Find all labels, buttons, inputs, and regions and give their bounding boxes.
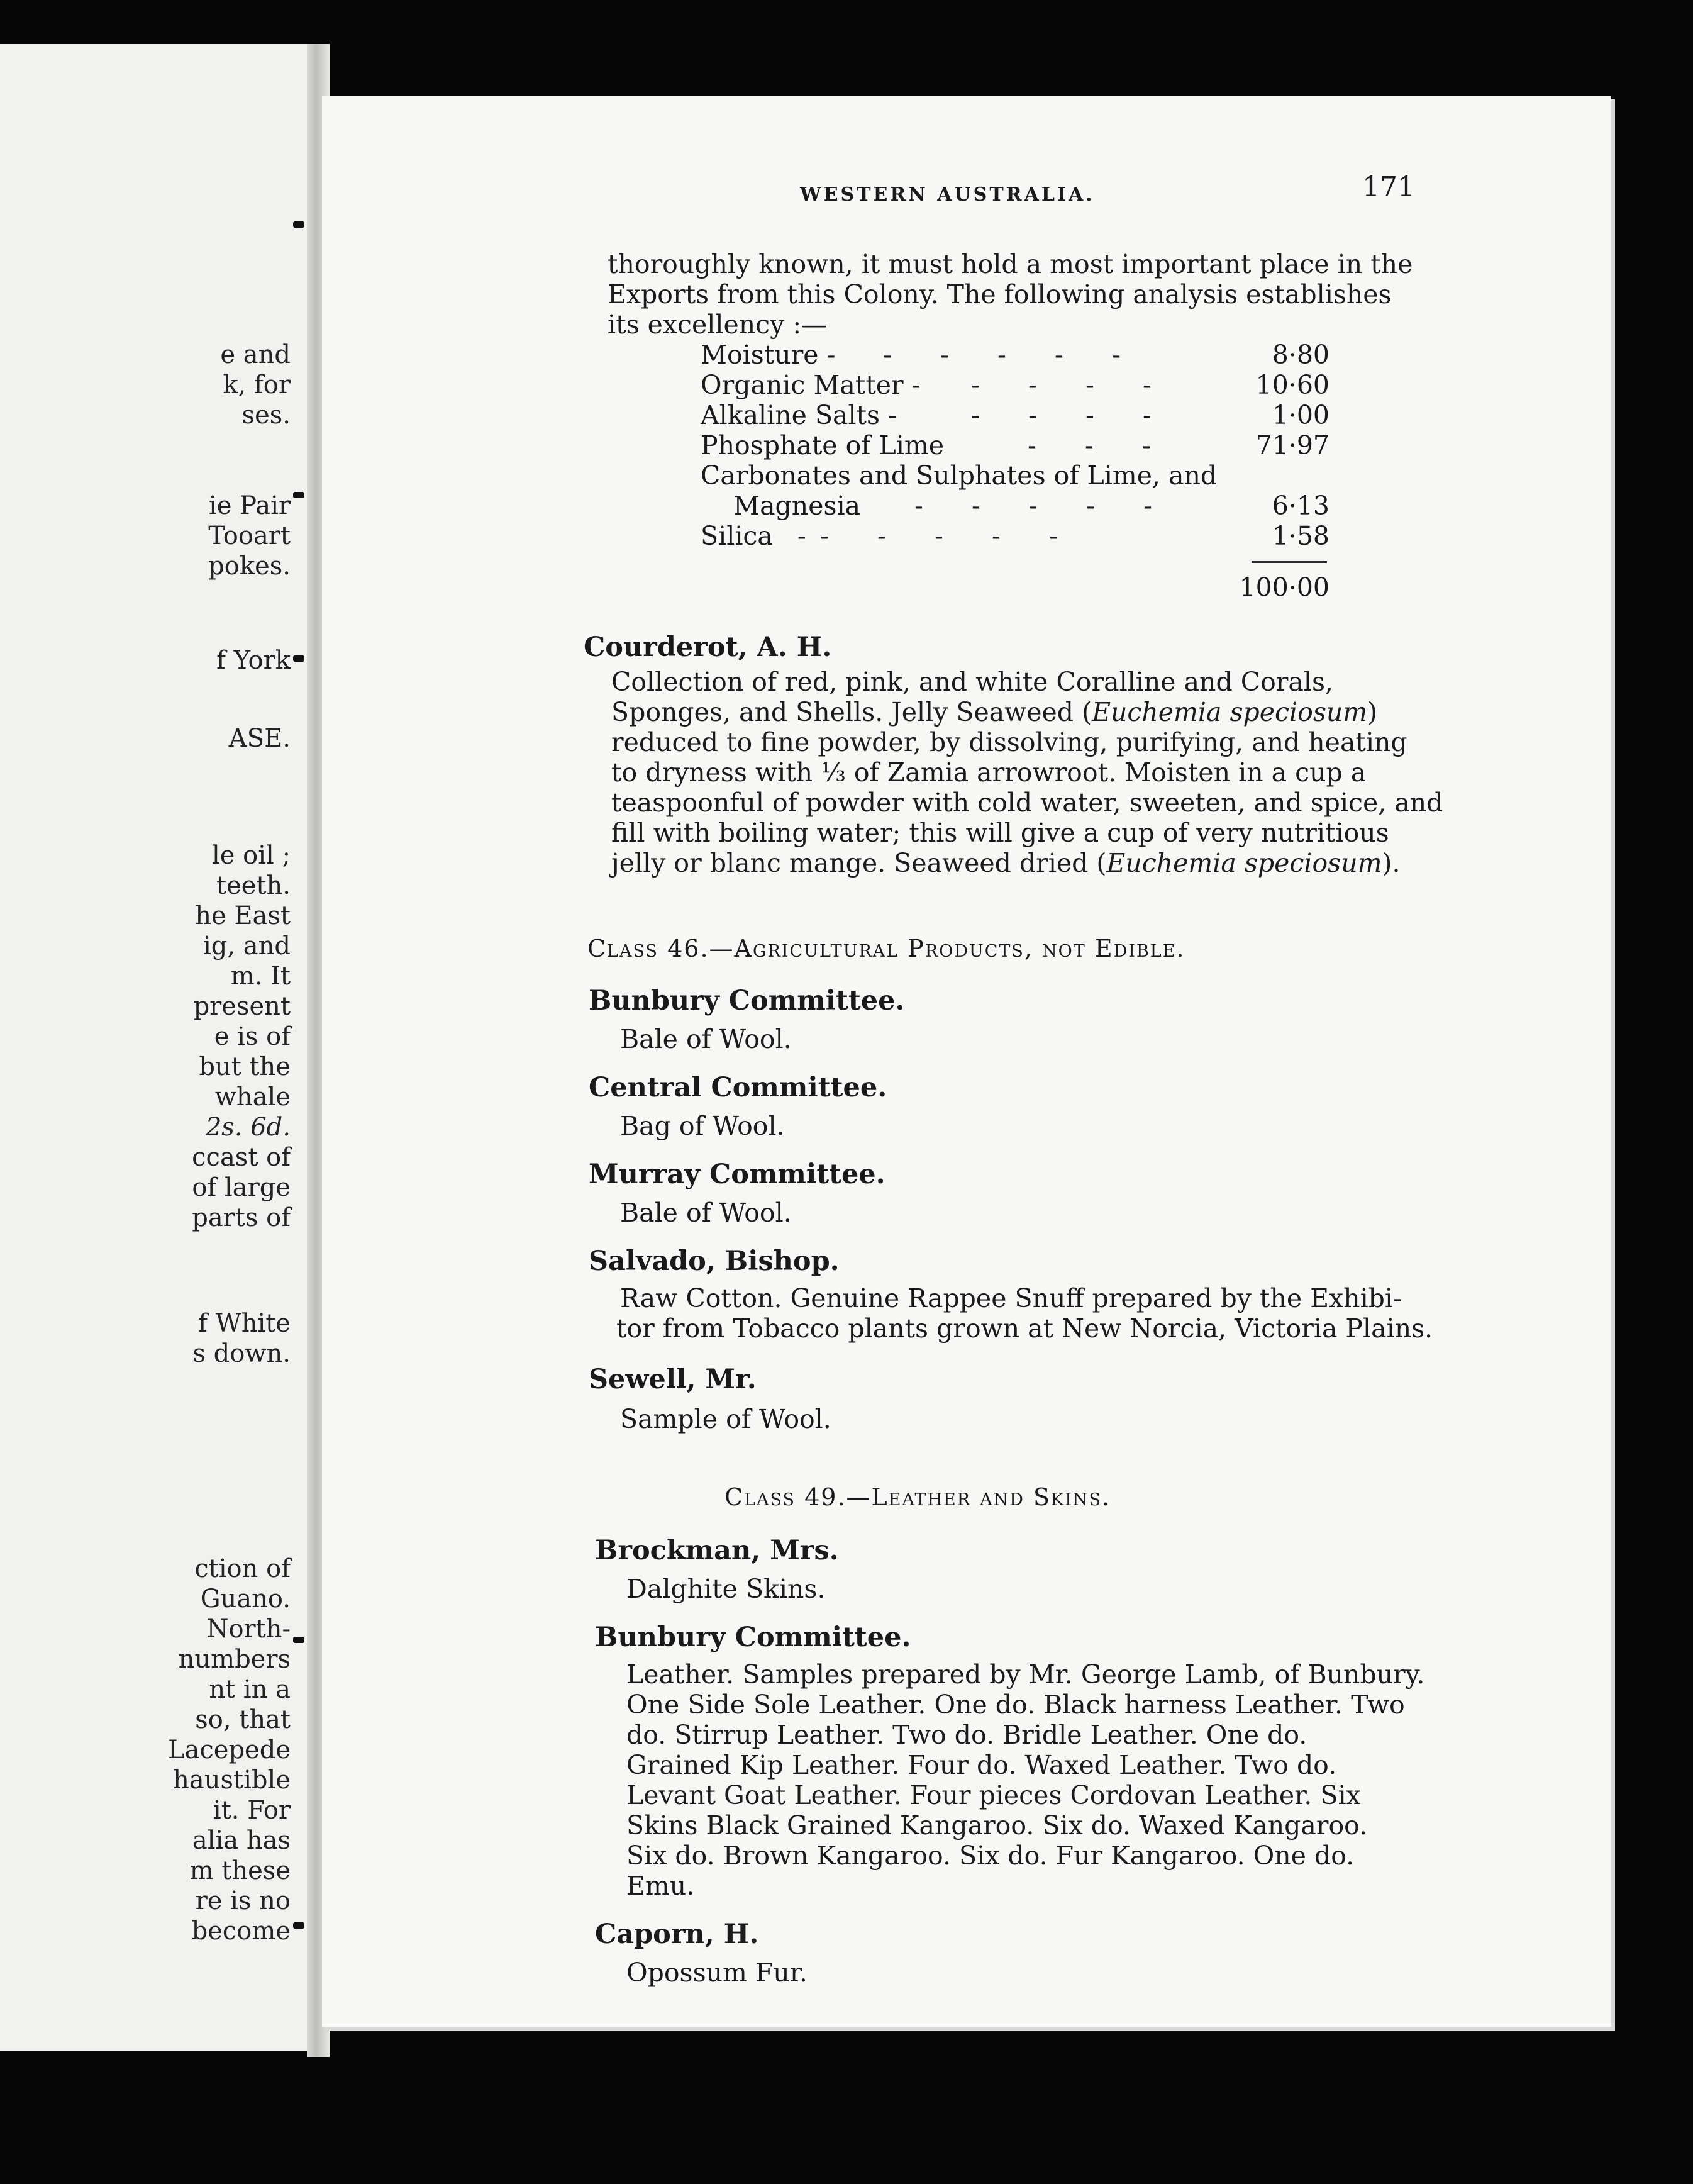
description-line: Six do. Brown Kangaroo. Six do. Fur Kangaroo. One do. [626, 1841, 1355, 1871]
description-line: do. Stirrup Leather. Two do. Bridle Leather. One do. [626, 1720, 1307, 1750]
left-page-text-fragment: pokes. [208, 552, 291, 581]
analysis-dots: - - - - - [820, 521, 1059, 551]
left-page [0, 44, 308, 2051]
exhibit-description: Bale of Wool. [620, 1024, 792, 1054]
exhibitor-name: Bunbury Committee. [589, 985, 905, 1017]
exhibit-description: Opossum Fur. [626, 1958, 808, 1988]
exhibit-description: Sample of Wool. [620, 1404, 831, 1434]
binding-thread [293, 655, 304, 662]
left-page-text-fragment: but the [199, 1052, 291, 1081]
analysis-row [701, 400, 1329, 430]
left-page-text-fragment: teeth. [216, 871, 291, 900]
description-line: jelly or blanc mange. Seaweed dried (Euchemia speciosum). [611, 848, 1401, 878]
left-page-text-fragment: become [191, 1917, 291, 1946]
exhibit-description: tor from Tobacco plants grown at New Norcia, Victoria Plains. [616, 1313, 1433, 1344]
description-line: Emu. [626, 1871, 695, 1901]
left-page-text-fragment: alia has [192, 1826, 291, 1855]
left-page-text-fragment: s down. [192, 1339, 291, 1368]
description-line: Skins Black Grained Kangaroo. Six do. Waxed Kangaroo. [626, 1810, 1368, 1841]
left-page-text-fragment: Lacepede [167, 1736, 291, 1764]
description-line: reduced to fine powder, by dissolving, purifying, and heating [611, 727, 1407, 757]
left-page-text-fragment: m these [189, 1856, 291, 1885]
binding-thread [293, 1637, 304, 1643]
left-page-text-fragment: re is no [195, 1886, 291, 1915]
total-rule [1252, 561, 1327, 563]
left-page-text-fragment: it. For [213, 1796, 291, 1825]
exhibitor-name: Salvado, Bishop. [589, 1245, 840, 1277]
analysis-row [701, 340, 1329, 370]
analysis-label: Carbonates and Sulphates of Lime, and [701, 460, 1218, 491]
analysis-dots: - - - - [971, 400, 1153, 430]
left-page-text-fragment: he East [195, 901, 291, 930]
page-number: 171 [1362, 171, 1415, 203]
class-heading: Class 49.—Leather and Skins. [724, 1483, 1111, 1511]
left-page-text-fragment: k, for [223, 370, 291, 399]
left-page-text-fragment: ig, and [203, 932, 291, 961]
class-heading: Class 46.—Agricultural Products, not Edible. [587, 935, 1185, 962]
left-page-text-fragment: e and [220, 340, 291, 369]
exhibit-description: Bale of Wool. [620, 1198, 792, 1228]
left-page-text-fragment: parts of [192, 1203, 291, 1232]
left-page-text-fragment: 2s. 6d. [205, 1113, 291, 1142]
analysis-dots: - - - [1028, 430, 1152, 460]
left-page-text-fragment: Tooart [208, 521, 291, 550]
analysis-value: 1·00 [1272, 400, 1329, 430]
description-line: Grained Kip Leather. Four do. Waxed Leather. Two do. [626, 1750, 1337, 1780]
analysis-label: Phosphate of Lime [701, 430, 944, 460]
analysis-label: Alkaline Salts - [701, 400, 897, 430]
description-line: to dryness with ⅓ of Zamia arrowroot. Moisten in a cup a [611, 757, 1367, 788]
left-page-text-fragment: Guano. [200, 1585, 291, 1613]
exhibitor-name: Central Committee. [589, 1072, 887, 1103]
left-page-text-fragment: ccast of [192, 1143, 291, 1172]
description-line: Sponges, and Shells. Jelly Seaweed (Euchemia speciosum) [611, 697, 1378, 727]
description-line: Levant Goat Leather. Four pieces Cordovan Leather. Six [626, 1780, 1361, 1810]
left-page-text-fragment: numbers [178, 1645, 291, 1674]
left-page-text-fragment: nt in a [209, 1675, 291, 1704]
binding-thread [293, 221, 304, 228]
analysis-value: 71·97 [1255, 430, 1329, 460]
exhibitor-name: Sewell, Mr. [589, 1364, 757, 1395]
left-page-text-fragment: f White [198, 1309, 291, 1338]
analysis-dots: - - - - - [914, 491, 1153, 521]
exhibitor-name: Brockman, Mrs. [595, 1535, 839, 1566]
left-page-text-fragment: present [193, 992, 291, 1021]
analysis-row [701, 430, 1329, 460]
binding-thread [293, 492, 304, 498]
analysis-value: 6·13 [1272, 491, 1329, 521]
left-page-text-fragment: ASE. [228, 724, 291, 753]
analysis-row [701, 370, 1329, 400]
exhibit-description: Bag of Wool. [620, 1111, 785, 1141]
intro-line: Exports from this Colony. The following analysis establishes [608, 279, 1392, 309]
left-page-text-fragment: so, that [195, 1705, 291, 1734]
exhibitor-name: Caporn, H. [595, 1919, 759, 1950]
left-page-text-fragment: f York [216, 646, 291, 675]
analysis-dots: - - - - - [883, 340, 1122, 370]
left-page-text-fragment: m. It [230, 962, 291, 991]
left-page-text-fragment: whale [214, 1083, 291, 1112]
left-page-text-fragment: of large [192, 1173, 291, 1202]
analysis-label: Organic Matter - [701, 370, 921, 400]
exhibitor-name: Bunbury Committee. [595, 1622, 911, 1653]
analysis-label: Moisture - [701, 340, 836, 370]
binding-thread [293, 1922, 304, 1929]
analysis-label: Magnesia [701, 491, 861, 521]
intro-line: thoroughly known, it must hold a most important place in the [608, 249, 1413, 279]
description-line: Collection of red, pink, and white Coralline and Corals, [611, 667, 1334, 697]
analysis-value: 1·58 [1272, 521, 1329, 551]
description-line: One Side Sole Leather. One do. Black harness Leather. Two [626, 1690, 1405, 1720]
left-page-text-fragment: haustible [173, 1766, 291, 1795]
left-page-text-fragment: ie Pair [208, 491, 291, 520]
exhibitor-name: Murray Committee. [589, 1159, 885, 1190]
analysis-value: 8·80 [1272, 340, 1329, 370]
description-line: Leather. Samples prepared by Mr. George Lamb, of Bunbury. [626, 1659, 1425, 1690]
analysis-dots: - - - - [971, 370, 1153, 400]
running-head: WESTERN AUSTRALIA. [800, 184, 1095, 206]
description-line: teaspoonful of powder with cold water, sweeten, and spice, and [611, 788, 1443, 818]
analysis-total: 100·00 [1239, 572, 1329, 603]
exhibit-description: Raw Cotton. Genuine Rappee Snuff prepared by the Exhibi- [620, 1283, 1402, 1313]
analysis-value: 10·60 [1255, 370, 1329, 400]
left-page-text-fragment: le oil ; [211, 841, 291, 870]
exhibitor-name: Courderot, A. H. [584, 632, 832, 663]
left-page-text-fragment: ses. [241, 401, 291, 430]
analysis-row [701, 491, 1329, 521]
analysis-label: Silica - [701, 521, 806, 551]
analysis-row [701, 521, 1329, 551]
description-line: fill with boiling water; this will give a cup of very nutritious [611, 818, 1389, 848]
exhibit-description: Dalghite Skins. [626, 1574, 826, 1604]
left-page-text-fragment: North- [206, 1615, 291, 1644]
intro-line: its excellency :— [608, 309, 828, 340]
left-page-text-fragment: e is of [214, 1022, 291, 1051]
left-page-text-fragment: ction of [194, 1554, 291, 1583]
analysis-row [701, 460, 1329, 491]
